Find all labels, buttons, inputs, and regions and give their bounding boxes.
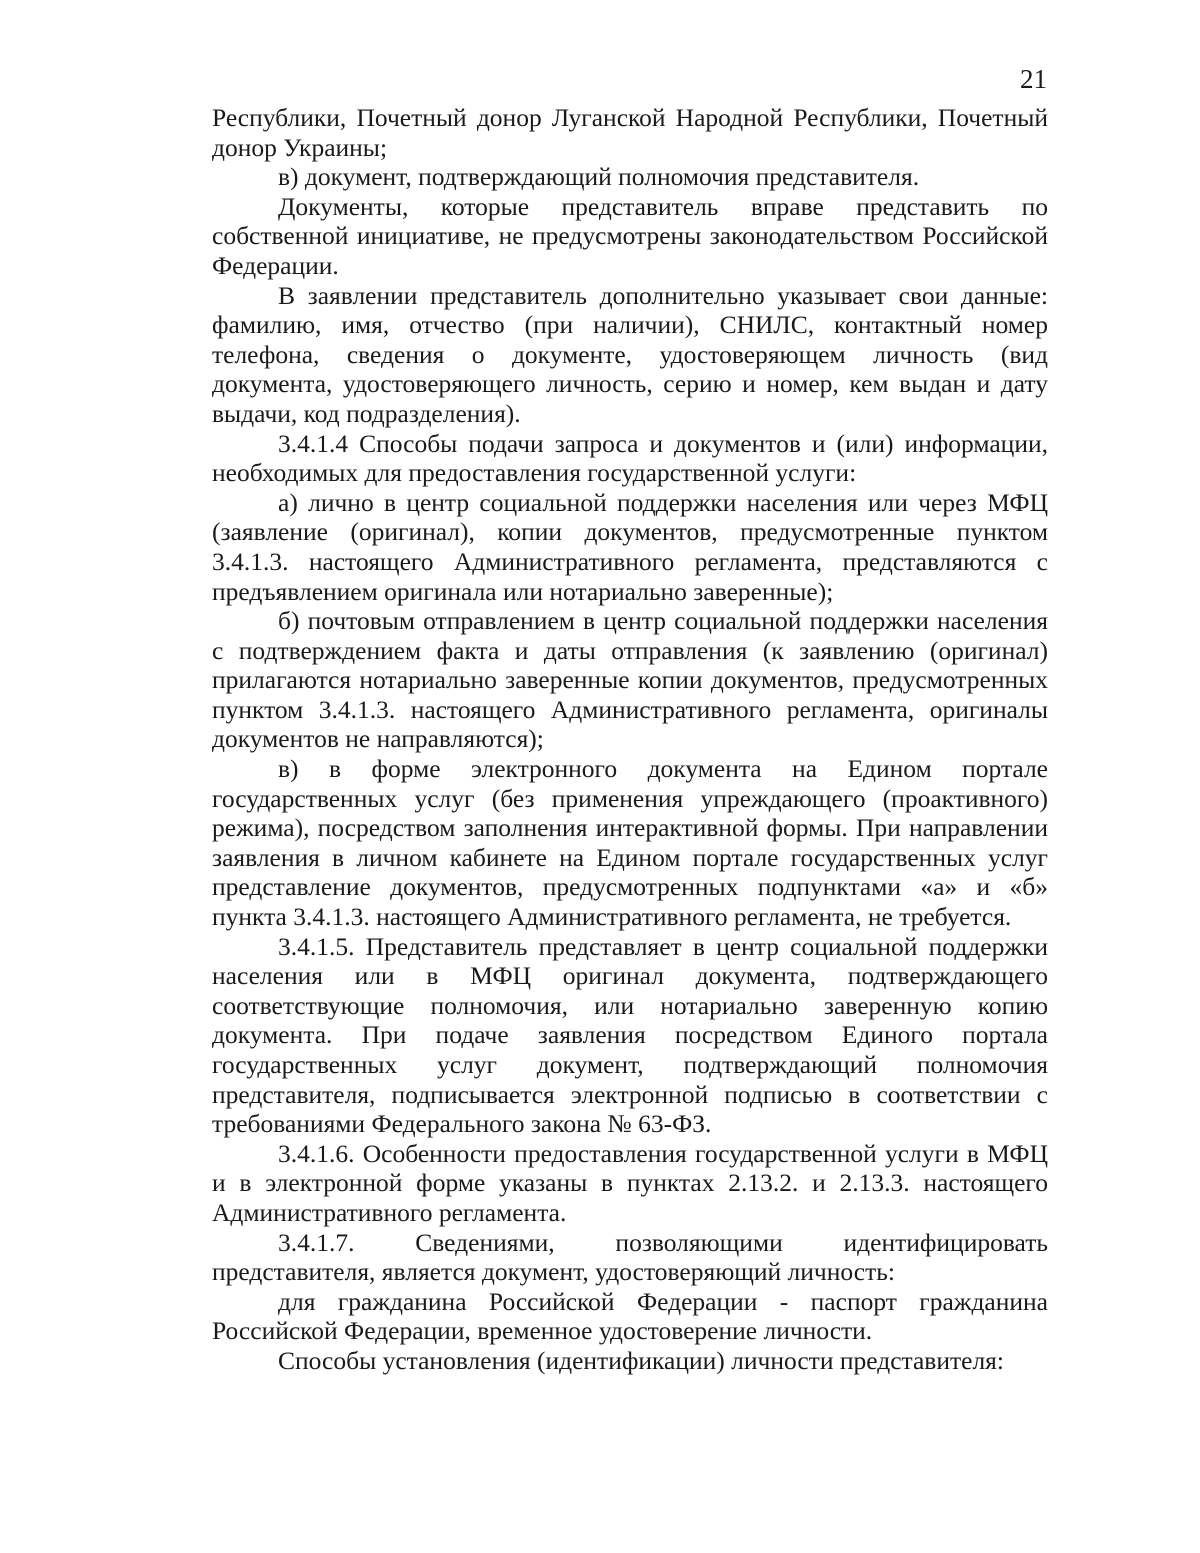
paragraph-item-v-electronic: в) в форме электронного документа на Едином портале государственных услуг (без применения упреждающего (проактивного) режима), посредством заполнения интерактивной формы. При направлении заявления в личном кабинете на Едином портале государственных услуг представление документов, предусмотренных подпунктами «а» и «б» пункта 3.4.1.3. настоящего Административного регламента, не требуется. xyxy=(212,754,1048,932)
document-body xyxy=(212,103,1048,1376)
paragraph-citizen-passport: для гражданина Российской Федерации - паспорт гражданина Российской Федерации, временное удостоверение личности. xyxy=(212,1286,1048,1346)
page-number: 21 xyxy=(1020,64,1047,94)
paragraph-optional-documents: Документы, которые представитель вправе представить по собственной инициативе, не предусмотрены законодательством Российской Федерации. xyxy=(212,191,1048,280)
paragraph-representative-data: В заявлении представитель дополнительно указывает свои данные: фамилию, имя, отчество (при наличии), СНИЛС, контактный номер телефона, сведения о документе, удостоверяющем личность (вид документа, удостоверяющего личность, серию и номер, кем выдан и дату выдачи, код подразделения). xyxy=(212,280,1048,428)
paragraph-3-4-1-6: 3.4.1.6. Особенности предоставления государственной услуги в МФЦ и в электронной форме указаны в пунктах 2.13.2. и 2.13.3. настоящего Административного регламента. xyxy=(212,1138,1048,1227)
paragraph-identification-methods: Способы установления (идентификации) личности представителя: xyxy=(278,1345,1004,1375)
paragraph-3-4-1-5: 3.4.1.5. Представитель представляет в центр социальной поддержки населения или в МФЦ оригинал документа, подтверждающего соответствующие полномочия, или нотариально заверенную копию документа. При подаче заявления посредством Единого портала государственных услуг документ, подтверждающий полномочия представителя, подписывается электронной подписью в соответствии с требованиями Федерального закона № 63-ФЗ. xyxy=(212,931,1048,1139)
paragraph-item-a: а) лично в центр социальной поддержки населения или через МФЦ (заявление (оригинал), копии документов, предусмотренные пунктом 3.4.1.3. настоящего Административного регламента, представляются с предъявлением оригинала или нотариально заверенные); xyxy=(212,487,1048,606)
paragraph-3-4-1-4: 3.4.1.4 Способы подачи запроса и документов и (или) информации, необходимых для предоставления государственной услуги: xyxy=(212,428,1048,488)
paragraph-item-v: в) документ, подтверждающий полномочия представителя. xyxy=(278,162,920,192)
paragraph-3-4-1-7: 3.4.1.7. Сведениями, позволяющими идентифицировать представителя, является документ, удостоверяющий личность: xyxy=(212,1227,1048,1287)
paragraph-item-b: б) почтовым отправлением в центр социальной поддержки населения с подтверждением факта и даты отправления (к заявлению (оригинал) прилагаются нотариально заверенные копии документов, предусмотренных пунктом 3.4.1.3. настоящего Административного регламента, оригиналы документов не направляются); xyxy=(212,606,1048,754)
paragraph-continuation: Республики, Почетный донор Луганской Народной Республики, Почетный донор Украины; xyxy=(212,103,1048,162)
